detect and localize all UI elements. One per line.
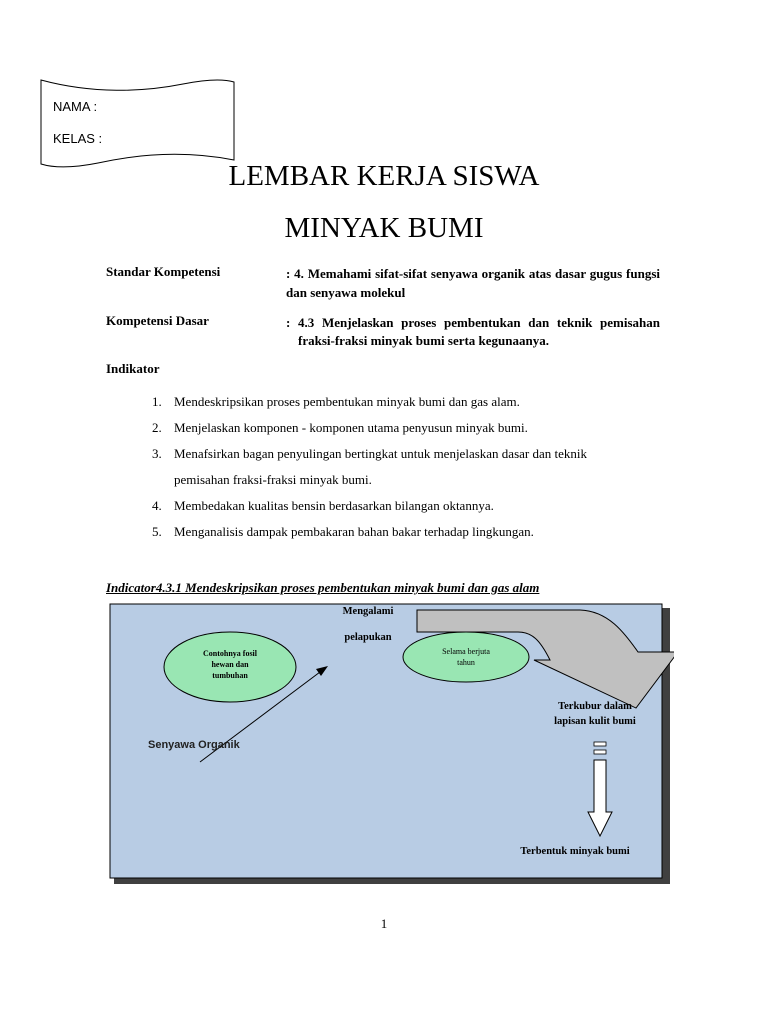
standar-value: : 4. Memahami sifat-sifat senyawa organik atas dasar gugus fungsi dan senyawa molekul <box>286 266 660 300</box>
terkubur-label: Terkubur dalam lapisan kulit bumi <box>554 701 636 727</box>
banner-shape <box>38 78 238 170</box>
name-class-box <box>38 78 238 170</box>
formation-diagram <box>108 602 674 888</box>
pelapukan-label: pelapukan <box>344 632 392 643</box>
arrow-dash-middle <box>594 750 606 754</box>
indikator-heading: Indikator <box>106 361 160 376</box>
indikator-item: 4. Membedakan kualitas bensin berdasarkan bilangan oktannya. <box>152 498 494 513</box>
senyawa-label: Senyawa Organik <box>148 739 240 751</box>
indikator-item: 1. Mendeskripsikan proses pembentukan minyak bumi dan gas alam. <box>152 394 520 409</box>
nama-label: NAMA : <box>53 99 98 114</box>
kompetensi-label: Kompetensi Dasar <box>106 313 209 328</box>
ellipse2-text: Selama berjuta tahun <box>442 647 490 667</box>
indikator-item: 2. Menjelaskan komponen - komponen utama penyusun minyak bumi. <box>152 420 528 435</box>
arrow-dash-top <box>594 742 606 746</box>
standar-label: Standar Kompetensi <box>106 264 221 279</box>
ellipse1-text: Contohnya fosil hewan dan tumbuhan <box>202 649 257 680</box>
page-title: LEMBAR KERJA SISWA <box>228 160 540 192</box>
indikator-item: 3. Menafsirkan bagan penyulingan bertingkat untuk menjelaskan dasar dan teknik <box>152 446 587 461</box>
terbentuk-label: Terbentuk minyak bumi <box>520 846 630 857</box>
kelas-label: KELAS : <box>53 131 103 146</box>
section-heading: Indicator4.3.1 Mendeskripsikan proses pembentukan minyak bumi dan gas alam <box>106 580 540 595</box>
mengalami-label: Mengalami <box>342 606 394 617</box>
page-subtitle: MINYAK BUMI <box>284 212 484 244</box>
kompetensi-value-line1: : 4.3 Menjelaskan proses pembentukan dan teknik pemisahan <box>286 315 660 330</box>
indikator-item: 5. Menganalisis dampak pembakaran bahan bakar terhadap lingkungan. <box>152 524 534 539</box>
indikator-item-continuation: pemisahan fraksi-fraksi minyak bumi. <box>174 472 372 487</box>
kompetensi-value-line2: fraksi-fraksi minyak bumi serta kegunaanya. <box>298 333 549 348</box>
page-number: 1 <box>380 916 388 931</box>
